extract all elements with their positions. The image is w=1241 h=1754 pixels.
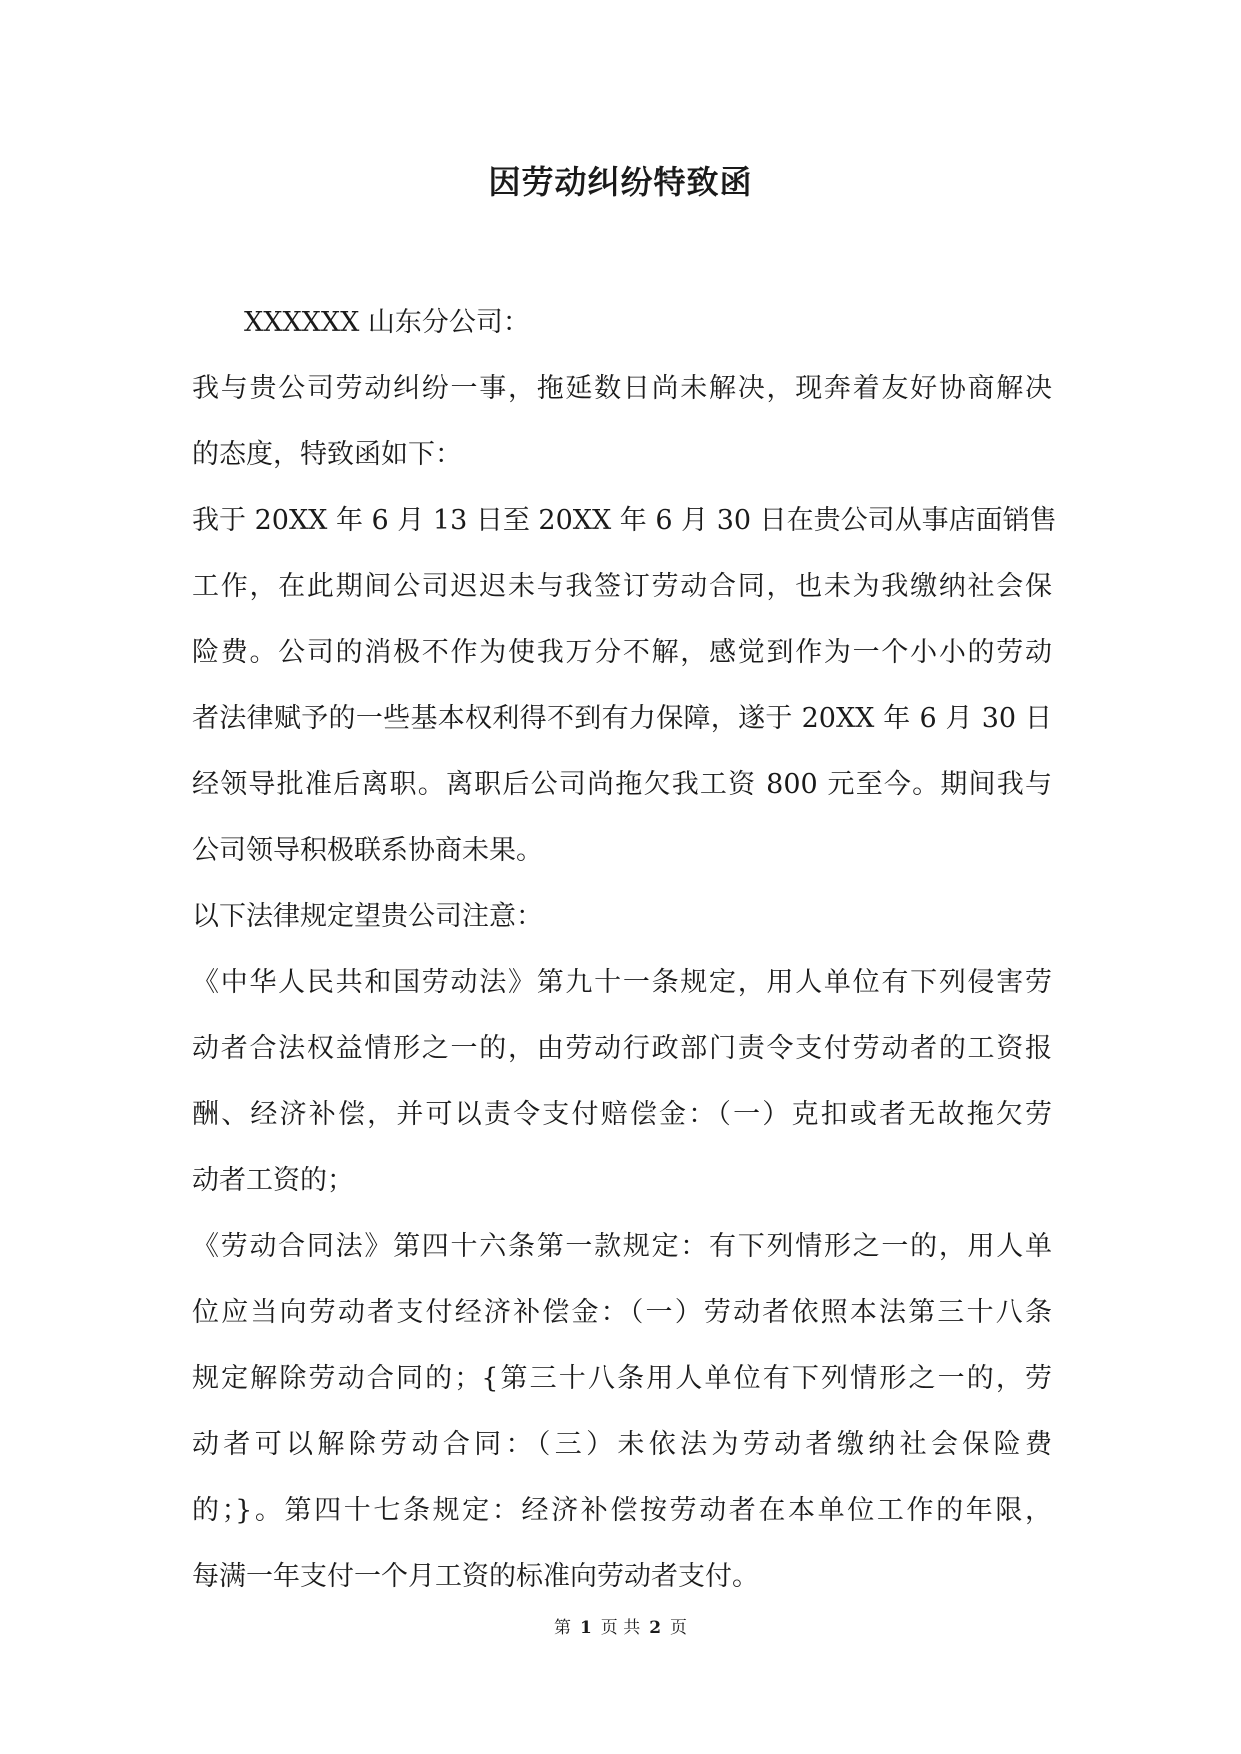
paragraph-line: 工作，在此期间公司迟迟未与我签订劳动合同，也未为我缴纳社会保: [192, 571, 1052, 602]
paragraph-line: 动者合法权益情形之一的，由劳动行政部门责令支付劳动者的工资报: [192, 1033, 1052, 1064]
paragraph-line: 每满一年支付一个月工资的标准向劳动者支付。: [192, 1561, 759, 1592]
footer-middle: 页 共: [600, 1618, 641, 1638]
page-footer: [0, 1616, 1241, 1640]
paragraph-line: 险费。公司的消极不作为使我万分不解，感觉到作为一个小小的劳动: [192, 637, 1052, 668]
paragraph-line: 动者可以解除劳动合同：（三）未依法为劳动者缴纳社会保险费: [192, 1429, 1052, 1460]
paragraph-line: 的；}。第四十七条规定：经济补偿按劳动者在本单位工作的年限，: [192, 1495, 1052, 1526]
salutation: XXXXXX 山东分公司：: [244, 307, 530, 338]
letter-body: [192, 290, 1057, 1610]
paragraph-line: 以下法律规定望贵公司注意：: [192, 901, 543, 932]
paragraph-line: 位应当向劳动者支付经济补偿金：（一）劳动者依照本法第三十八条: [192, 1297, 1052, 1328]
paragraph-line: 我于 20XX 年 6 月 13 日至 20XX 年 6 月 30 日在贵公司从事店面销售: [192, 505, 1057, 536]
paragraph-line: 的态度，特致函如下：: [192, 439, 462, 470]
total-pages-number: 2: [649, 1618, 662, 1638]
document-title: 因劳动纠纷特致函: [488, 163, 753, 201]
paragraph-line: 规定解除劳动合同的；{第三十八条用人单位有下列情形之一的，劳: [192, 1363, 1052, 1394]
paragraph-line: 经领导批准后离职。离职后公司尚拖欠我工资 800 元至今。期间我与: [192, 769, 1052, 800]
paragraph-line: 我与贵公司劳动纠纷一事，拖延数日尚未解决，现奔着友好协商解决: [192, 373, 1052, 404]
footer-suffix: 页: [670, 1618, 688, 1638]
current-page-number: 1: [579, 1618, 592, 1638]
paragraph-line: 《劳动合同法》第四十六条第一款规定：有下列情形之一的，用人单: [192, 1231, 1052, 1262]
paragraph-line: 酬、经济补偿，并可以责令支付赔偿金：（一）克扣或者无故拖欠劳: [192, 1099, 1052, 1130]
paragraph-line: 者法律赋予的一些基本权利得不到有力保障，遂于 20XX 年 6 月 30 日: [192, 703, 1052, 734]
footer-prefix: 第: [553, 1618, 571, 1638]
paragraph-line: 公司领导积极联系协商未果。: [192, 835, 543, 866]
paragraph-line: 《中华人民共和国劳动法》第九十一条规定，用人单位有下列侵害劳: [192, 967, 1052, 998]
paragraph-line: 动者工资的；: [192, 1165, 354, 1196]
